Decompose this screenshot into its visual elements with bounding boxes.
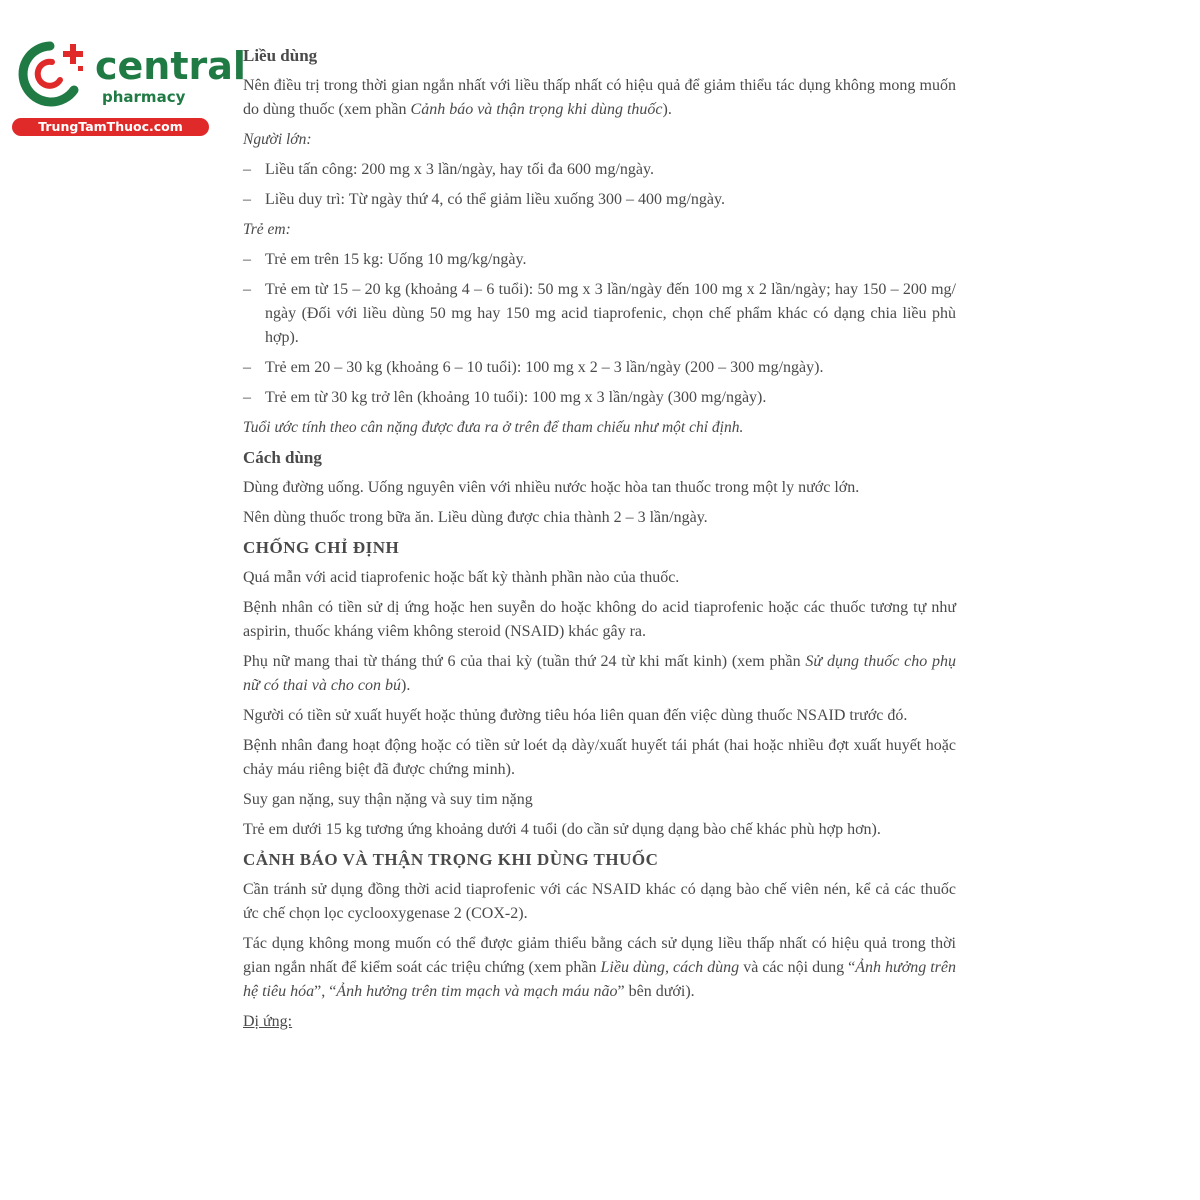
warnings-p2-text: và các nội dung “	[739, 959, 856, 976]
dosage-intro	[243, 74, 956, 122]
adults-label: Người lớn:	[243, 131, 312, 148]
warnings-p2-ref: Ảnh hưởng trên tim mạch và mạch máu não	[336, 983, 618, 1000]
warnings-heading: CẢNH BÁO VÀ THẬN TRỌNG KHI DÙNG THUỐC	[243, 850, 659, 869]
usage-paragraph: Nên dùng thuốc trong bữa ăn. Liều dùng được chia thành 2 – 3 lần/ngày.	[243, 509, 708, 526]
warnings-p2-text: Tác dụng không mong muốn có thể được giảm thiểu bằng cách sử dụng liều thấp nhất có hiệu quả trong thời gian ngắn nhất để kiểm soát các triệu chứng (xem phần	[243, 935, 956, 976]
list-item: – Liều tấn công: 200 mg x 3 lần/ngày, hay tối đa 600 mg/ngày.	[243, 158, 956, 182]
contra-p3-ref: Sử dụng thuốc cho phụ nữ có thai và cho con bú	[243, 653, 957, 694]
age-note: Tuổi ước tính theo cân nặng được đưa ra ở trên để tham chiếu như một chỉ định.	[243, 419, 744, 436]
dosage-heading: Liều dùng	[243, 46, 318, 65]
brand-name: central	[95, 44, 246, 88]
document-body	[243, 44, 956, 1034]
warnings-p2-ref: Ảnh hưởng trên hệ tiêu hóa	[243, 959, 957, 1000]
usage-paragraph: Dùng đường uống. Uống nguyên viên với nhiều nước hoặc hòa tan thuốc trong một ly nước lớn.	[243, 479, 860, 496]
adults-dosage-list	[243, 158, 956, 212]
brand-subtitle: pharmacy	[102, 88, 186, 106]
contra-paragraph: Bệnh nhân đang hoạt động hoặc có tiền sử loét dạ dày/xuất huyết tái phát (hai hoặc nhiều đợt xuất huyết hoặc chảy máu riêng biệt đã được chứng minh).	[243, 737, 956, 778]
contra-paragraph: Suy gan nặng, suy thận nặng và suy tim nặng	[243, 791, 533, 808]
contraindications-heading: CHỐNG CHỈ ĐỊNH	[243, 538, 400, 557]
contra-paragraph: Quá mẫn với acid tiaprofenic hoặc bất kỳ thành phần nào của thuốc.	[243, 569, 680, 586]
usage-heading: Cách dùng	[243, 448, 322, 467]
warnings-p2-text: ”, “	[314, 983, 337, 1000]
dosage-intro-end: ).	[662, 101, 672, 118]
dosage-intro-text: Nên điều trị trong thời gian ngắn nhất với liều thấp nhất có hiệu quả để giảm thiểu tác dụng không mong muốn do dùng thuốc (xem phần	[243, 77, 956, 118]
allergy-subheading: Dị ứng:	[243, 1013, 293, 1030]
children-label: Trẻ em:	[243, 221, 291, 238]
contra-p3-text: Phụ nữ mang thai từ tháng thứ 6 của thai kỳ (tuần thứ 24 từ khi mất kinh) (xem phần	[243, 653, 806, 670]
dosage-intro-ref: Cảnh báo và thận trọng khi dùng thuốc	[410, 101, 663, 118]
contra-paragraph	[243, 650, 956, 698]
central-logo-icon	[12, 38, 90, 110]
children-dosage-list	[243, 248, 956, 410]
list-item: – Trẻ em từ 15 – 20 kg (khoảng 4 – 6 tuổi): 50 mg x 3 lần/ngày đến 100 mg x 2 lần/ngày; hay 150 – 200 mg/ ngày (Đối với liều dùng 50 mg hay 150 mg acid tiaprofenic, chọn chế phẩm khác có dạng chia liều phù hợp).	[243, 278, 956, 350]
warnings-paragraph: Cần tránh sử dụng đồng thời acid tiaprofenic với các NSAID khác có dạng bào chế viên nén, kể cả các thuốc ức chế chọn lọc cyclooxygenase 2 (COX-2).	[243, 881, 956, 922]
brand-logo	[12, 38, 246, 138]
contra-paragraph: Bệnh nhân có tiền sử dị ứng hoặc hen suyễn do hoặc không do acid tiaprofenic hoặc các thuốc tương tự như aspirin, thuốc kháng viêm không steroid (NSAID) khác gây ra.	[243, 599, 956, 640]
contra-paragraph: Người có tiền sử xuất huyết hoặc thủng đường tiêu hóa liên quan đến việc dùng thuốc NSAID trước đó.	[243, 707, 908, 724]
warnings-paragraph	[243, 932, 956, 1004]
list-item: – Trẻ em 20 – 30 kg (khoảng 6 – 10 tuổi): 100 mg x 2 – 3 lần/ngày (200 – 300 mg/ngày).	[243, 356, 956, 380]
contra-p3-end: ).	[401, 677, 411, 694]
list-item: – Trẻ em từ 30 kg trở lên (khoảng 10 tuổi): 100 mg x 3 lần/ngày (300 mg/ngày).	[243, 386, 956, 410]
warnings-p2-end: ” bên dưới).	[617, 983, 695, 1000]
warnings-p2-ref: Liều dùng, cách dùng	[600, 959, 740, 976]
list-item: – Liều duy trì: Từ ngày thứ 4, có thể giảm liều xuống 300 – 400 mg/ngày.	[243, 188, 956, 212]
list-item: – Trẻ em trên 15 kg: Uống 10 mg/kg/ngày.	[243, 248, 956, 272]
contra-paragraph: Trẻ em dưới 15 kg tương ứng khoảng dưới 4 tuổi (do cần sử dụng dạng bào chế khác phù hợp hơn).	[243, 821, 881, 838]
brand-url-badge[interactable]: TrungTamThuoc.com	[12, 118, 209, 136]
